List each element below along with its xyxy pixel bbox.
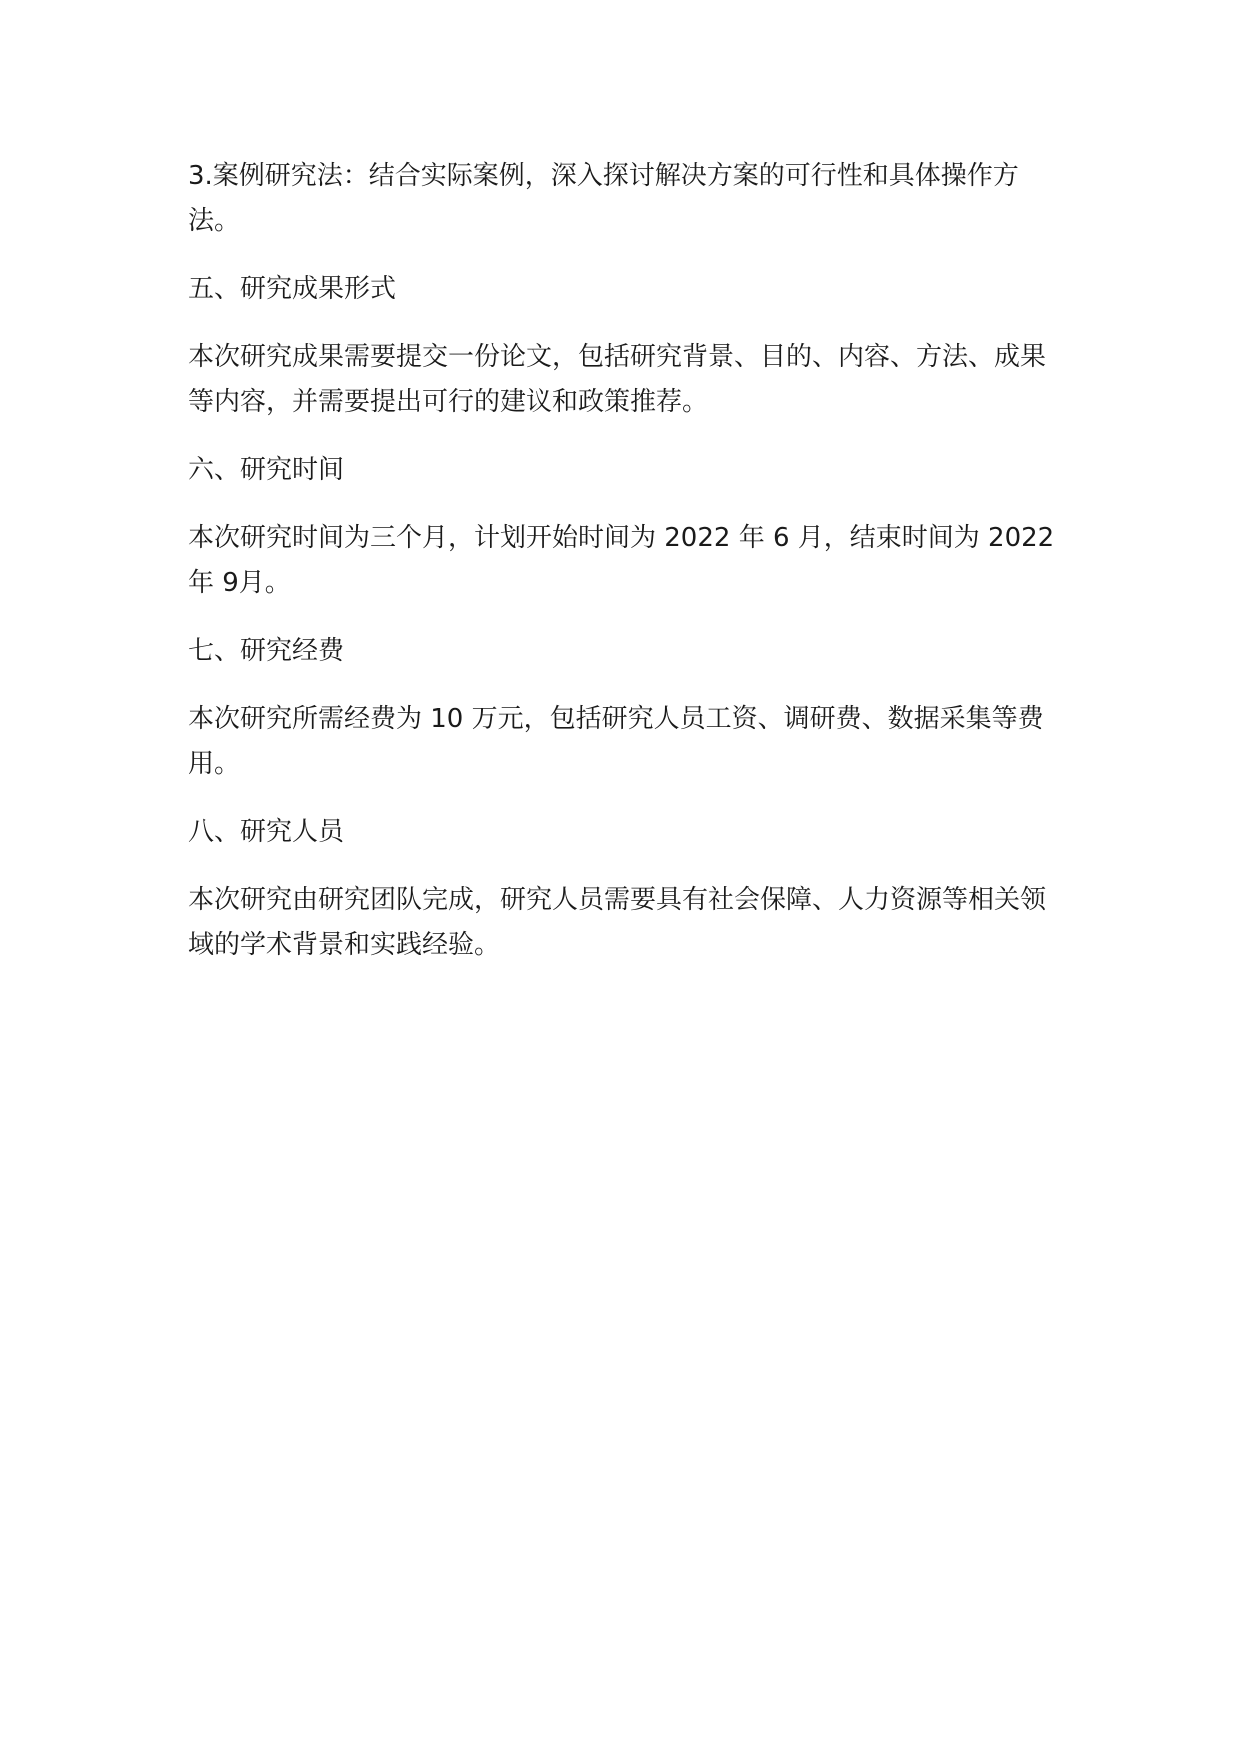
- paragraph-results-form: 本次研究成果需要提交一份论文，包括研究背景、目的、内容、方法、成果等内容，并需要提出可行的建议和政策推荐。: [188, 342, 1047, 417]
- section-heading-research-funding: 七、研究经费: [188, 636, 345, 666]
- section-heading-results-form: 五、研究成果形式: [188, 274, 397, 304]
- paragraph-research-time: 本次研究时间为三个月，计划开始时间为 2022 年 6 月，结束时间为 2022 年 9月。: [188, 523, 1055, 598]
- paragraph-research-funding: 本次研究所需经费为 10 万元，包括研究人员工资、调研费、数据采集等费用。: [188, 704, 1044, 779]
- paragraph-case-study-method: 3.案例研究法：结合实际案例，深入探讨解决方案的可行性和具体操作方法。: [188, 161, 1019, 236]
- section-heading-research-personnel: 八、研究人员: [188, 817, 345, 847]
- paragraph-research-personnel: 本次研究由研究团队完成，研究人员需要具有社会保障、人力资源等相关领域的学术背景和实践经验。: [188, 885, 1047, 960]
- section-heading-research-time: 六、研究时间: [188, 455, 345, 485]
- document-body: [188, 154, 1068, 991]
